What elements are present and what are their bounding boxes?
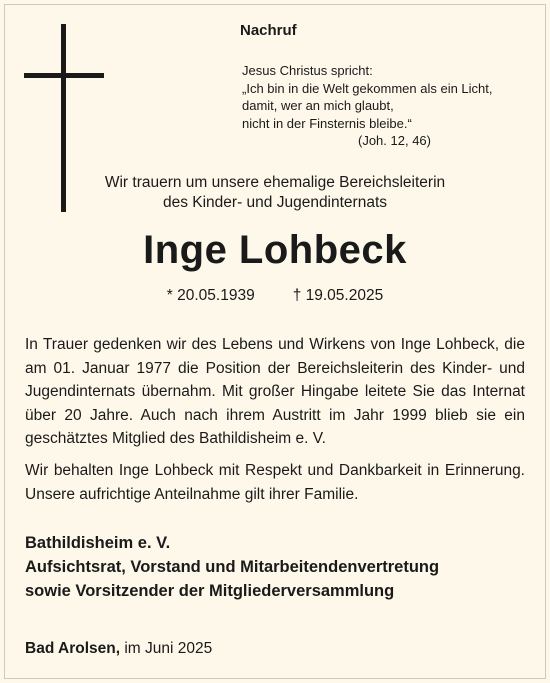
- deceased-name: Inge Lohbeck: [143, 228, 407, 272]
- place-date: [25, 640, 212, 658]
- notice-title: Nachruf: [240, 22, 297, 39]
- death-date: † 19.05.2025: [292, 287, 384, 304]
- place: Bad Arolsen,: [25, 640, 121, 657]
- body-paragraph: Wir behalten Inge Lohbeck mit Respekt und Dankbarkeit in Erinnerung. Unsere aufrichtige Anteilnahme gilt ihrer Familie.: [25, 462, 525, 503]
- date: im Juni 2025: [124, 640, 213, 657]
- intro-line: Wir trauern um unsere ehemalige Bereichsleiterin: [104, 174, 446, 191]
- cross-horizontal-beam: [24, 73, 104, 78]
- signature-line: sowie Vorsitzender der Mitgliederversammlung: [25, 582, 395, 600]
- body-paragraph: In Trauer gedenken wir des Lebens und Wirkens von Inge Lohbeck, die am 01. Januar 1977 die Position der Bereichsleiterin des Kinder- und Jugendinternats übernahm. Mit großer Hingabe leitete Sie das Internat über 20 Jahre. Auch nach ihrem Austritt im Jahr 1999 blieb sie ein geschätztes Mitglied des Bathildisheim e. V.: [25, 336, 525, 447]
- verse-line: damit, wer an mich glaubt,: [242, 98, 394, 113]
- signature-line: Bathildisheim e. V.: [25, 534, 171, 552]
- verse-reference: (Joh. 12, 46): [358, 133, 431, 148]
- birth-date: * 20.05.1939: [166, 287, 255, 304]
- bible-verse: [242, 62, 532, 150]
- intro-line: des Kinder- und Jugendinternats: [162, 194, 388, 211]
- signature-line: Aufsichtsrat, Vorstand und Mitarbeitendenvertretung: [25, 558, 440, 576]
- signature-block: [25, 531, 439, 603]
- verse-line: Jesus Christus spricht:: [242, 63, 373, 78]
- verse-line: „Ich bin in die Welt gekommen als ein Licht,: [242, 80, 493, 96]
- mourning-intro: [0, 173, 550, 213]
- life-dates: [0, 287, 550, 305]
- verse-line: nicht in der Finsternis bleibe.“: [242, 115, 412, 131]
